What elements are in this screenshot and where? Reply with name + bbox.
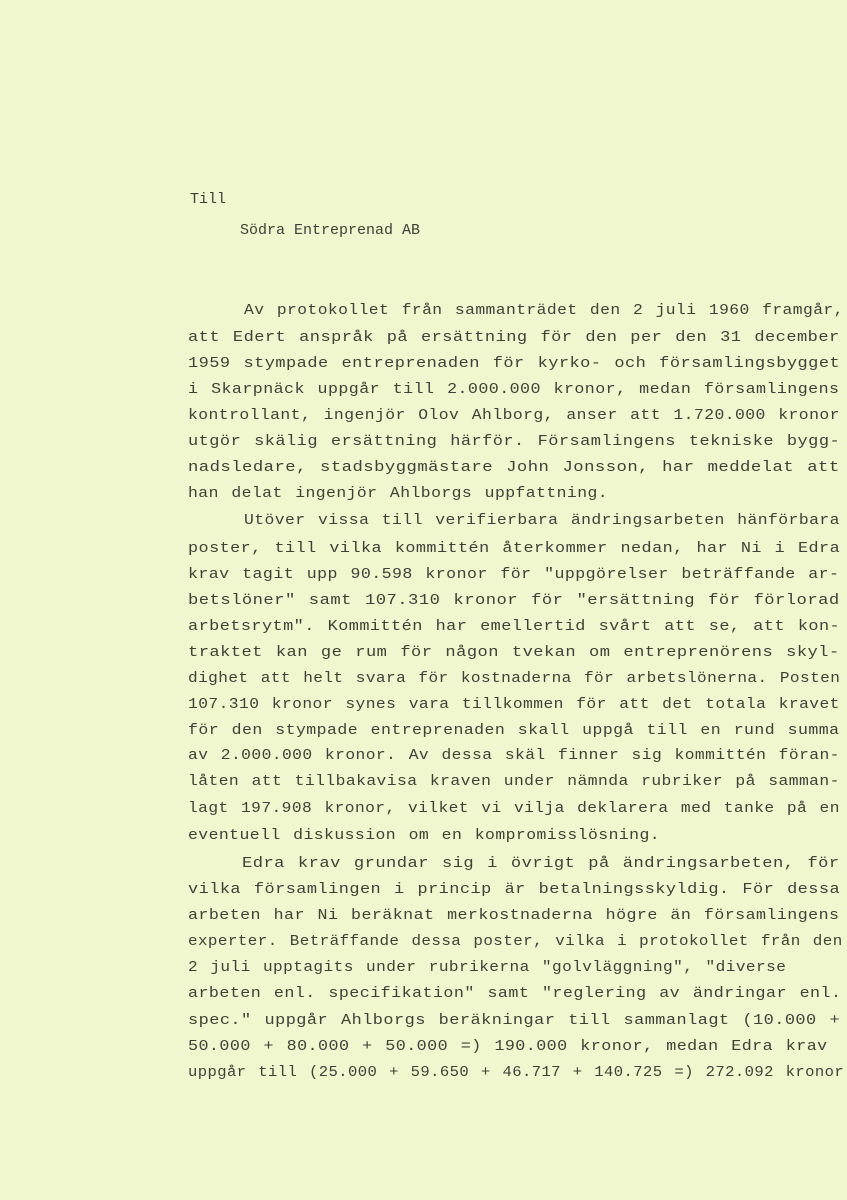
body-line: av 2.000.000 kronor. Av dessa skäl finner sig kommittén föran- xyxy=(188,747,840,764)
body-line: kontrollant, ingenjör Olov Ahlborg, anser att 1.720.000 kronor xyxy=(188,407,840,424)
body-line: 1959 stympade entreprenaden för kyrko- och församlingsbygget xyxy=(188,355,841,372)
body-line: han delat ingenjör Ahlborgs uppfattning. xyxy=(188,485,609,502)
salutation: Till xyxy=(190,191,227,208)
body-line: för den stympade entreprenaden skall uppgå till en rund summa xyxy=(188,722,840,739)
body-line: poster, till vilka kommittén återkommer nedan, har Ni i Edra xyxy=(188,540,841,557)
body-line: experter. Beträffande dessa poster, vilka i protokollet från den xyxy=(188,933,843,950)
body-line: dighet att helt svara för kostnaderna för arbetslönerna. Posten xyxy=(188,670,841,687)
body-line: uppgår till (25.000 + 59.650 + 46.717 + 140.725 =) 272.092 kronor xyxy=(188,1064,845,1081)
body-line: att Edert anspråk på ersättning för den per den 31 december xyxy=(188,329,840,346)
body-line: spec." uppgår Ahlborgs beräkningar till sammanlagt (10.000 + xyxy=(188,1012,841,1029)
body-line: vilka församlingen i princip är betalningsskyldig. För dessa xyxy=(188,881,841,898)
body-line: betslöner" samt 107.310 kronor för "ersättning för förlorad xyxy=(188,592,840,609)
body-line: låten att tillbakavisa kraven under nämnda rubriker på samman- xyxy=(188,773,840,790)
body-line: Utöver vissa till verifierbara ändringsarbeten hänförbara xyxy=(244,512,840,529)
body-line: eventuell diskussion om en kompromisslösning. xyxy=(188,827,661,844)
body-line: 107.310 kronor synes vara tillkommen för att det totala kravet xyxy=(188,696,840,713)
body-line: arbetsrytm". Kommittén har emellertid svårt att se, att kon- xyxy=(188,618,841,635)
body-line: arbeten enl. specifikation" samt "reglering av ändringar enl. xyxy=(188,985,842,1002)
body-line: lagt 197.908 kronor, vilket vi vilja deklarera med tanke på en xyxy=(188,800,840,817)
body-line: 2 juli upptagits under rubrikerna "golvläggning", "diverse xyxy=(188,959,787,976)
body-line: i Skarpnäck uppgår till 2.000.000 kronor, medan församlingens xyxy=(188,381,840,398)
body-line: 50.000 + 80.000 + 50.000 =) 190.000 kronor, medan Edra krav xyxy=(188,1038,828,1055)
recipient-name: Södra Entreprenad AB xyxy=(240,222,421,239)
body-line: Av protokollet från sammanträdet den 2 juli 1960 framgår, xyxy=(244,302,844,319)
body-line: utgör skälig ersättning härför. Församlingens tekniske bygg- xyxy=(188,433,841,450)
body-line: krav tagit upp 90.598 kronor för "uppgörelser beträffande ar- xyxy=(188,566,840,583)
body-line: traktet kan ge rum för någon tvekan om entreprenörens skyl- xyxy=(188,644,840,661)
body-line: arbeten har Ni beräknat merkostnaderna högre än församlingens xyxy=(188,907,840,924)
body-line: Edra krav grundar sig i övrigt på ändringsarbeten, för xyxy=(242,855,840,872)
body-line: nadsledare, stadsbyggmästare John Jonsson, har meddelat att xyxy=(188,459,840,476)
